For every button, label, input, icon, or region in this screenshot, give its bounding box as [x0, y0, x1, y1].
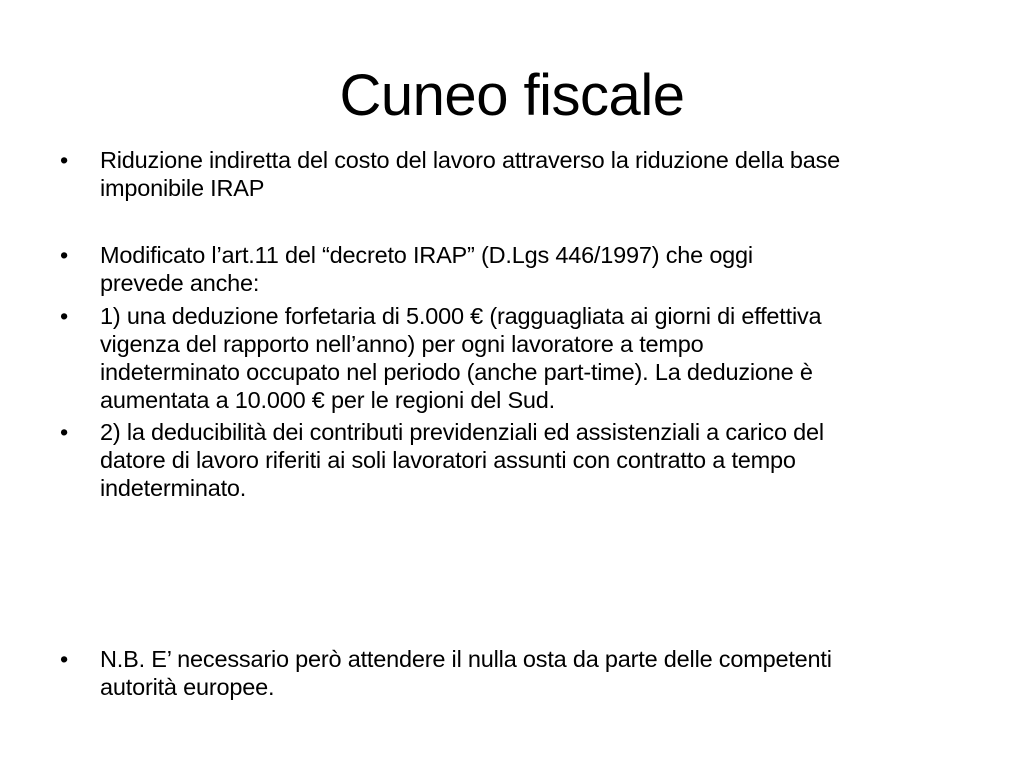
bullet-text-line: Riduzione indiretta del costo del lavoro attraverso la riduzione della base [100, 147, 841, 173]
bullet-glyph: • [60, 147, 69, 173]
bullet-text-line: aumentata a 10.000 € per le regioni del Sud. [100, 387, 556, 413]
slide-title: Cuneo fiscale [339, 63, 685, 128]
bullet-text-line: prevede anche: [100, 270, 260, 296]
bullet-text-line: imponibile IRAP [100, 175, 265, 201]
bullet-text-line: Modificato l’art.11 del “decreto IRAP” (D.Lgs 446/1997) che oggi [100, 242, 753, 268]
bullet-text-line: 2) la deducibilità dei contributi previdenziali ed assistenziali a carico del [100, 419, 824, 445]
bullet-glyph: • [60, 419, 69, 445]
bullet-text-line: autorità europee. [100, 674, 275, 700]
bullet-text-line: 1) una deduzione forfetaria di 5.000 € (ragguagliata ai giorni di effettiva [100, 303, 822, 329]
bullet-glyph: • [60, 303, 69, 329]
bullet-text-line: indeterminato. [100, 475, 247, 501]
bullet-text-line: N.B. E’ necessario però attendere il nulla osta da parte delle competenti [100, 646, 832, 672]
bullet-text-line: vigenza del rapporto nell’anno) per ogni lavoratore a tempo [100, 331, 704, 357]
bullet-glyph: • [60, 242, 69, 268]
bullet-text-line: indeterminato occupato nel periodo (anche part-time). La deduzione è [100, 359, 813, 385]
bullet-glyph: • [60, 646, 69, 672]
bullet-text-line: datore di lavoro riferiti ai soli lavoratori assunti con contratto a tempo [100, 447, 796, 473]
